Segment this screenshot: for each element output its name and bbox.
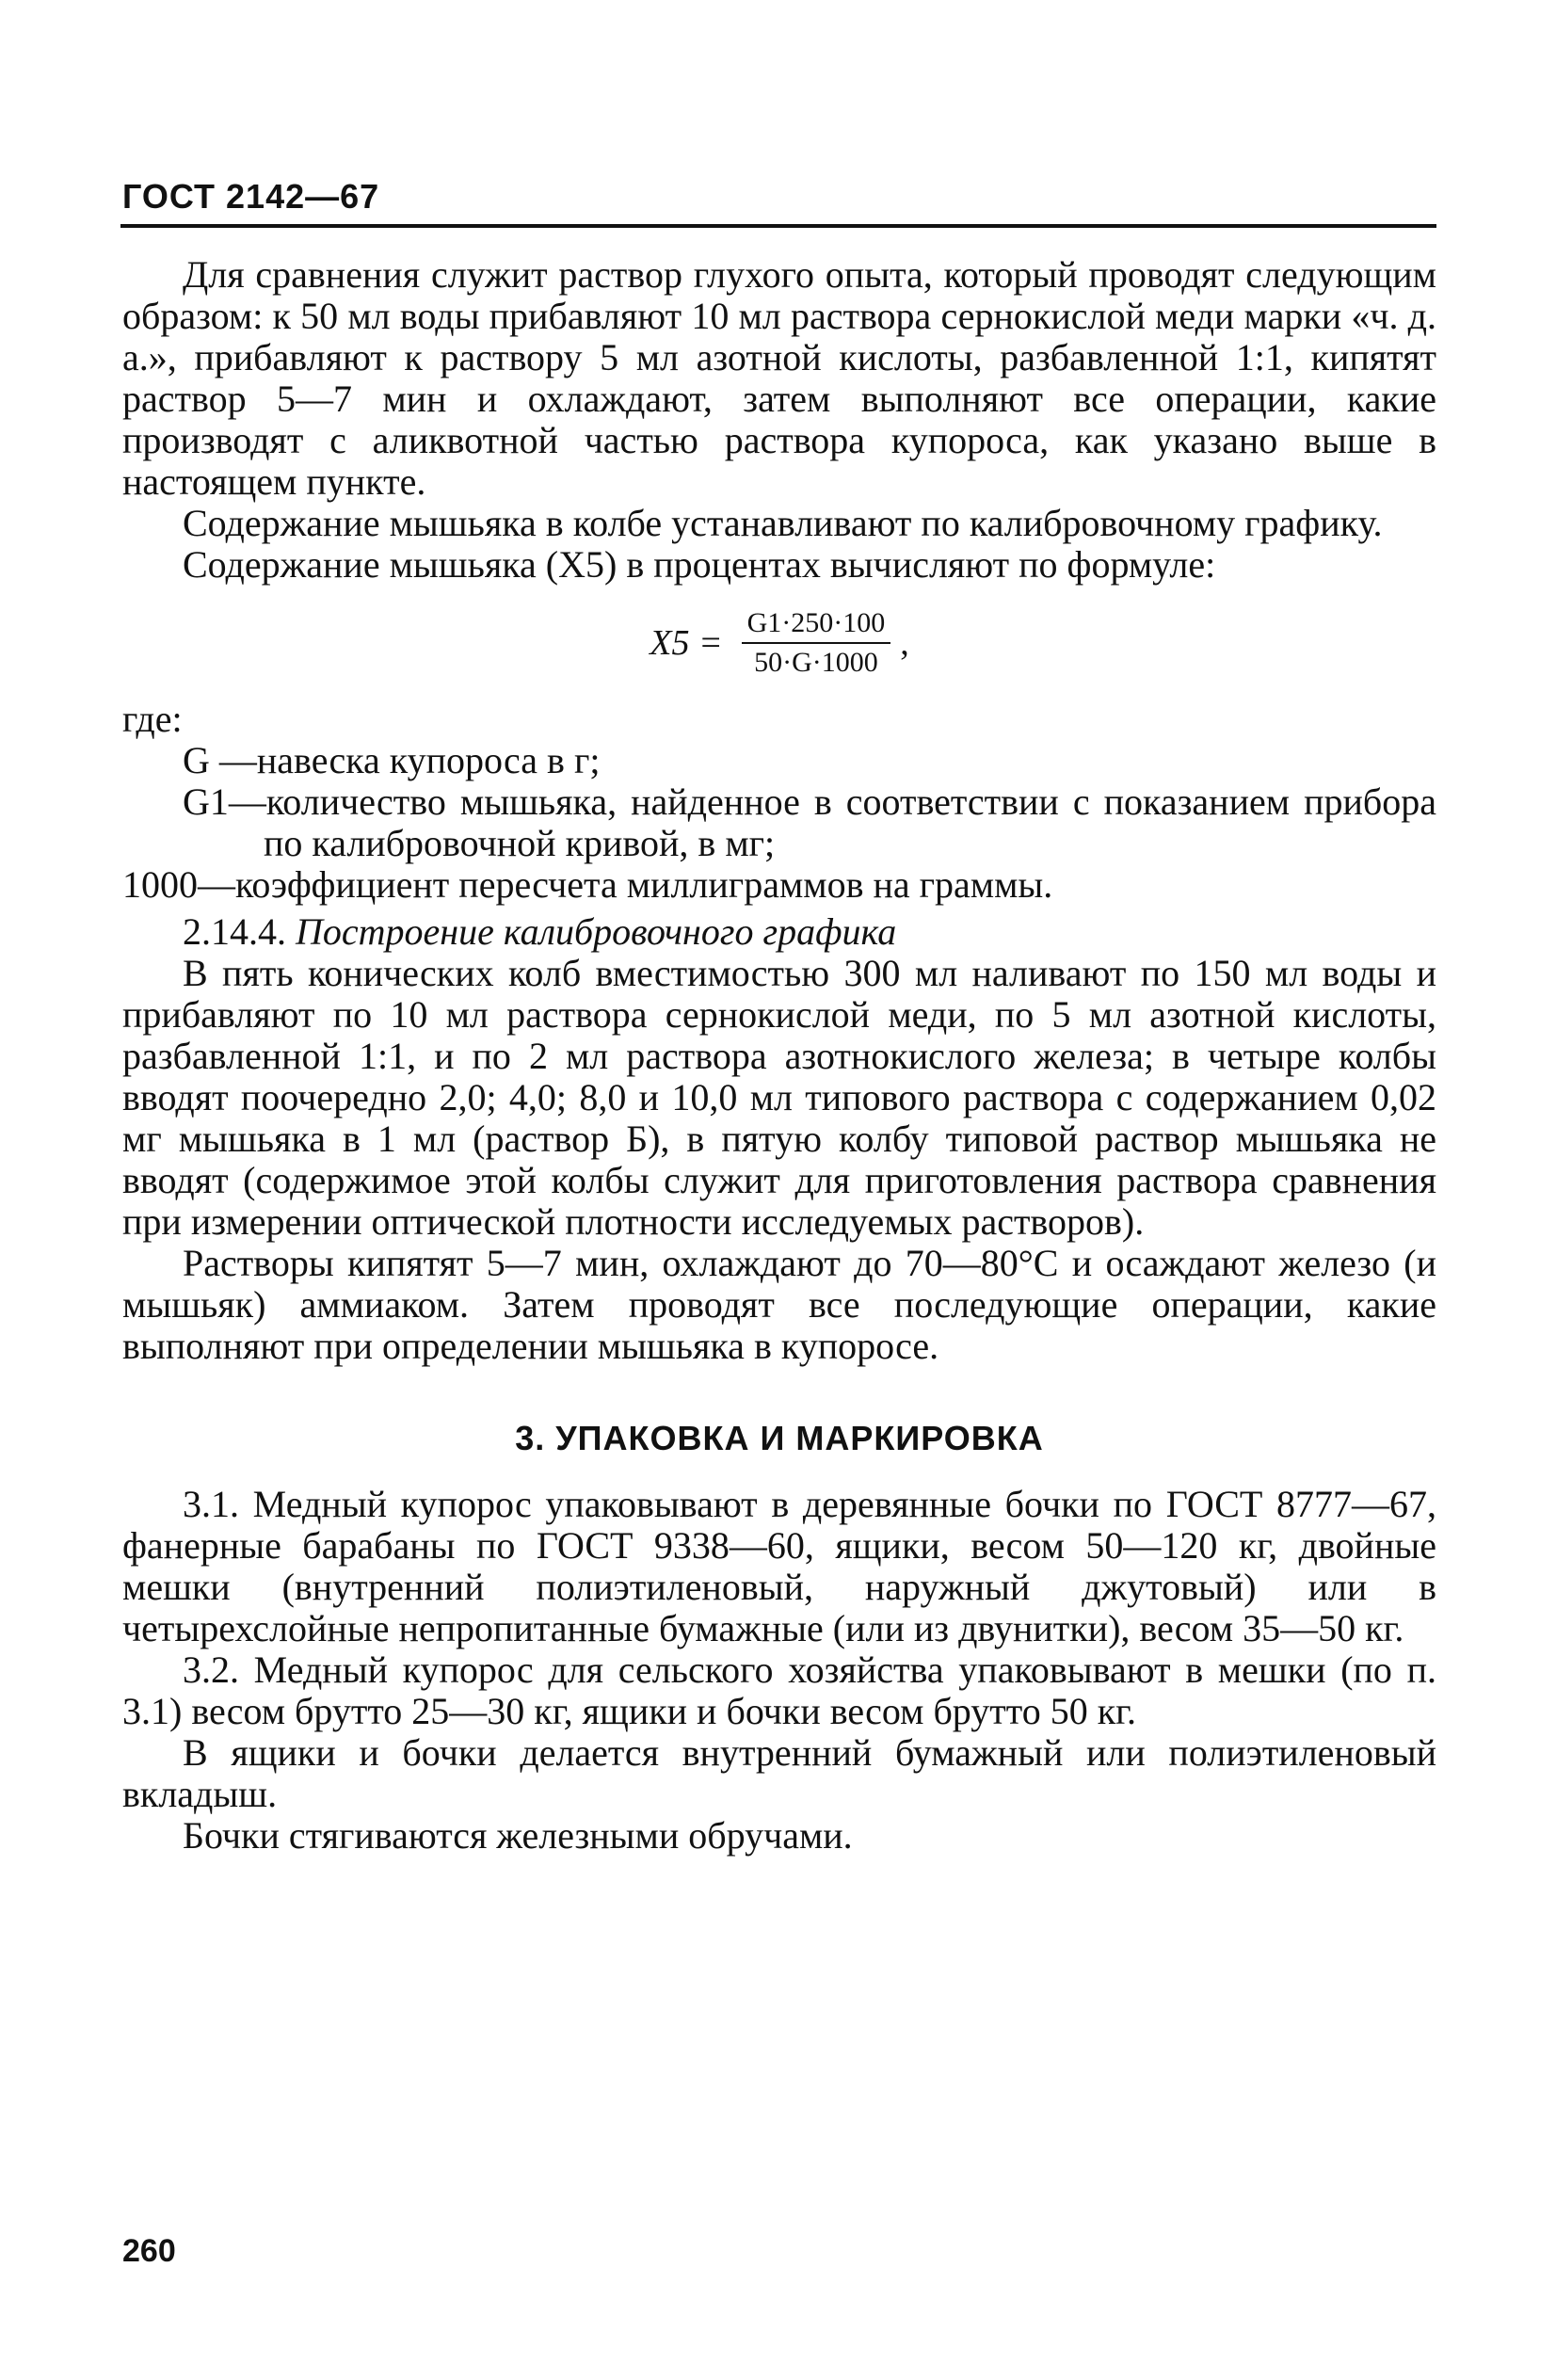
definition-g1: G1—количество мышьяка, найденное в соответствии с показанием прибора по калибровочной кривой, в мг; — [183, 780, 1436, 864]
header-rule — [120, 224, 1436, 228]
formula-trailing: , — [900, 623, 909, 663]
formula-numerator: G1·250·100 — [742, 606, 891, 644]
paragraph-calibration-procedure: В пять конических колб вместимостью 300 мл наливают по 150 мл воды и прибавляют по 10 мл раствора сернокислой меди, по 5 мл азотной кислоты, разбавленной 1:1, и по 2 мл раствора азотнокислого железа; в четыре колбы вводят поочередно 2,0; 4,0; 8,0 и 10,0 мл типового раствора с содержанием 0,02 мг мышьяка в 1 мл (раствор Б), в пятую колбу типовой раствор мышьяка не вводят (содержимое этой колбы служит для приготовления раствора сравнения при измерении оптической плотности исследуемых растворов). — [122, 952, 1436, 1243]
subsection-number: 2.14.4. — [183, 910, 286, 953]
paragraph-blank-test: Для сравнения служит раствор глухого опыта, который проводят следующим образом: к 50 мл воды прибавляют 10 мл раствора сернокислой меди марки «ч. д. а.», прибавляют к раствору 5 мл азотной кислоты, разбавленной 1:1, кипятят раствор 5—7 мин и охлаждают, затем выполняют все операции, какие производят с аликвотной частью раствора купороса, как указано выше в настоящем пункте. — [122, 253, 1436, 503]
page-body — [122, 254, 1436, 1857]
where-label: где: — [122, 698, 183, 740]
formula-fraction — [742, 606, 891, 680]
subsection-title: Построение калибровочного графика — [296, 910, 897, 953]
definitions-list — [122, 740, 1436, 906]
page-number: 260 — [122, 2233, 176, 2269]
paragraph-formula-intro: Содержание мышьяка (X5) в процентах вычисляют по формуле: — [183, 543, 1216, 586]
paragraph-liner: В ящики и бочки делается внутренний бумажный или полиэтиленовый вкладыш. — [122, 1731, 1436, 1815]
paragraph-3-1: 3.1. Медный купорос упаковывают в деревянные бочки по ГОСТ 8777—67, фанерные барабаны по ГОСТ 9338—60, ящики, весом 50—120 кг, двойные мешки (внутренний полиэтиленовый, наружный джутовый) или в четырехслойные непропитанные бумажные (или из двунитки), весом 35—50 кг. — [122, 1483, 1436, 1649]
paragraph-3-2: 3.2. Медный купорос для сельского хозяйства упаковывают в мешки (по п. 3.1) весом брутто 25—30 кг, ящики и бочки весом брутто 50 кг. — [122, 1648, 1436, 1732]
paragraph-hoops: Бочки стягиваются железными обручами. — [183, 1814, 853, 1857]
page-header — [122, 177, 379, 217]
section-3-title: 3. УПАКОВКА И МАРКИРОВКА — [515, 1419, 1044, 1457]
document-code: ГОСТ 2142—67 — [122, 177, 380, 216]
definition-g: G —навеска купороса в г; — [183, 739, 601, 781]
formula-lhs: X5 = — [650, 623, 723, 663]
formula-denominator: 50·G·1000 — [754, 647, 878, 678]
formula-x5 — [122, 591, 1436, 695]
paragraph-arsenic-content: Содержание мышьяка в колбе устанавливают по калибровочному графику. — [183, 502, 1383, 544]
subsection-heading — [122, 911, 1436, 953]
paragraph-calibration-boiling: Растворы кипятят 5—7 мин, охлаждают до 70—80°С и осаждают железо (и мышьяк) аммиаком. Затем проводят все последующие операции, какие выполняют при определении мышьяка в купоросе. — [122, 1242, 1436, 1367]
definition-1000: 1000—коэффициент пересчета миллиграммов на граммы. — [122, 863, 1053, 906]
